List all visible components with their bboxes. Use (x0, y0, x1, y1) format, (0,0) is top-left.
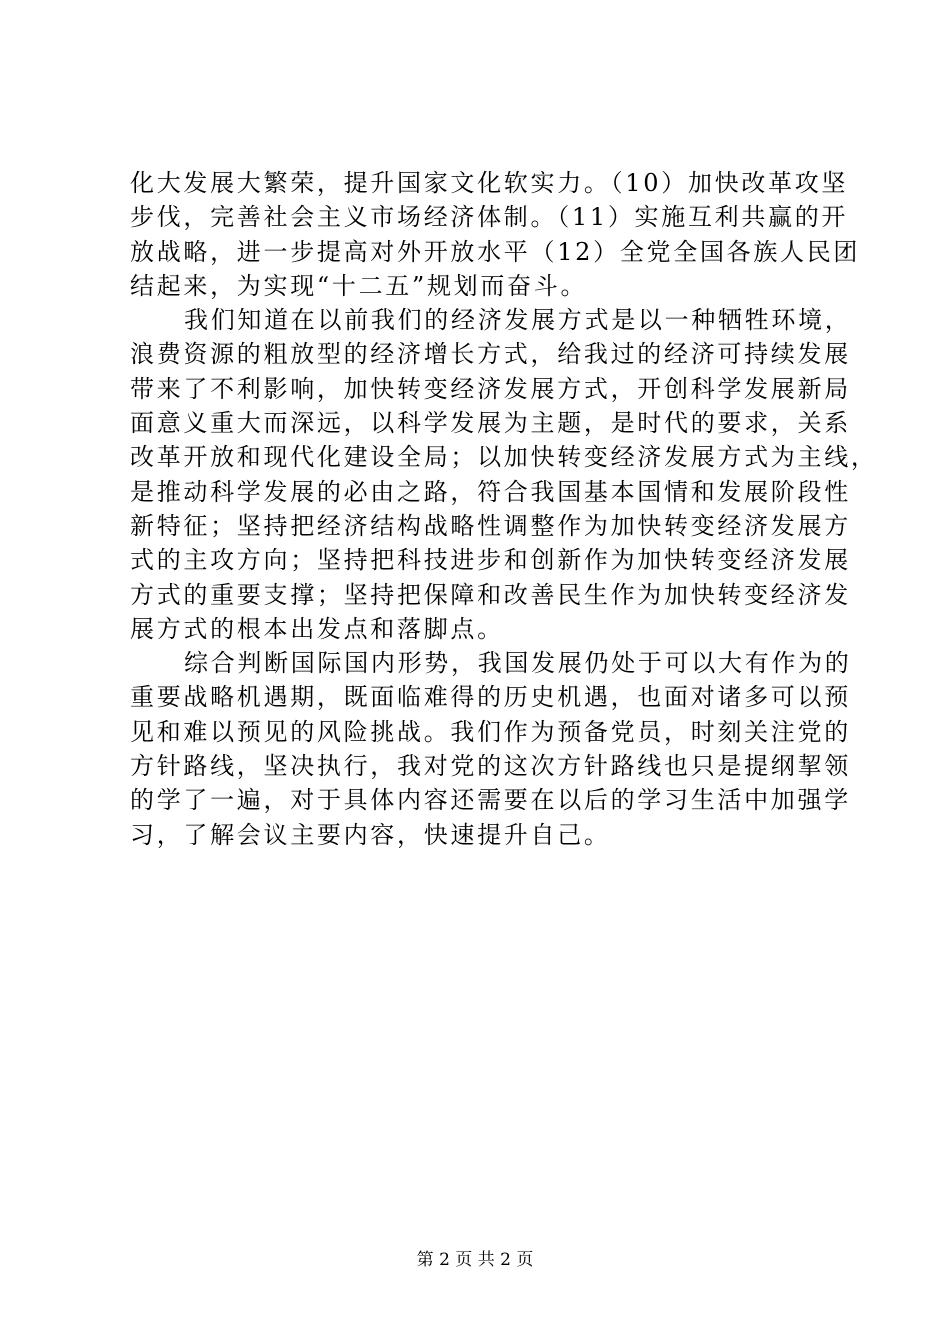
text-line: 重要战略机遇期，既面临难得的历史机遇，也面对诸多可以预 (130, 683, 851, 712)
text-line: 结起来，为实现“十二五”规划而奋斗。 (130, 271, 588, 300)
text-line: 化大发展大繁荣，提升国家文化软实力。（10）加快改革攻坚 (130, 169, 849, 197)
text-line: 见和难以预见的风险挑战。我们作为预备党员，时刻关注党的 (130, 717, 851, 746)
text-line: 放战略，进一步提高对外开放水平（12）全党全国各族人民团 (130, 237, 861, 266)
text-line: 方针路线，坚决执行，我对党的这次方针路线也只是提纲挈领 (130, 752, 851, 781)
text-line: 是推动科学发展的必由之路，符合我国基本国情和发展阶段性 (130, 477, 851, 506)
paragraph-1 (130, 166, 861, 303)
text-line: 浪费资源的粗放型的经济增长方式，给我过的经济可持续发展 (130, 340, 851, 369)
document-body (130, 166, 878, 852)
text-line: 方式的重要支撑；坚持把保障和改善民生作为加快转变经济发 (130, 580, 851, 609)
text-line: 新特征；坚持把经济结构战略性调整作为加快转变经济发展方 (130, 511, 851, 540)
paragraph-2 (130, 303, 878, 646)
text-line: 的学了一遍，对于具体内容还需要在以后的学习生活中加强学 (130, 786, 851, 815)
text-line: 综合判断国际国内形势，我国发展仍处于可以大有作为的 (184, 649, 852, 678)
paragraph-3 (130, 646, 852, 852)
text-line: 我们知道在以前我们的经济发展方式是以一种牺牲环境， (184, 306, 852, 335)
text-line: 习，了解会议主要内容，快速提升自己。 (130, 820, 611, 849)
text-line: 带来了不利影响，加快转变经济发展方式，开创科学发展新局 (130, 374, 851, 403)
text-line: 式的主攻方向；坚持把科技进步和创新作为加快转变经济发展 (130, 546, 851, 575)
text-line: 步伐，完善社会主义市场经济体制。（11）实施互利共赢的开 (130, 203, 849, 232)
text-line: 面意义重大而深远，以科学发展为主题，是时代的要求，关系 (130, 409, 851, 438)
text-line: 改革开放和现代化建设全局；以加快转变经济发展方式为主线， (130, 443, 878, 472)
text-line: 展方式的根本出发点和落脚点。 (130, 614, 504, 643)
page-number-footer: 第 2 页 共 2 页 (416, 1250, 534, 1270)
